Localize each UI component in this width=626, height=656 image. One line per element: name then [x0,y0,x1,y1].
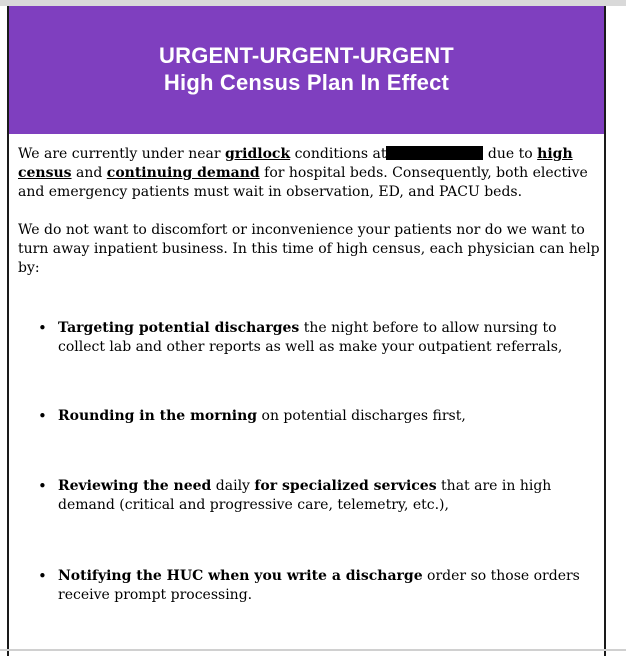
text-run: due to [483,146,538,162]
request-paragraph: We do not want to discomfort or inconvenience your patients nor do we want to turn away inpatient business. In this time of high census, each physician can help by: [18,222,600,276]
bullet-dot-icon: • [38,319,47,337]
header-banner [9,6,604,134]
document-page [7,6,606,656]
list-item [58,567,600,605]
right-gutter [608,6,626,656]
redaction-bar [386,146,483,160]
text-run: conditions at [290,146,387,162]
banner-title-line2: High Census Plan In Effect [163,70,450,95]
banner-title-line1: URGENT-URGENT-URGENT [159,43,454,68]
list-item [58,319,600,357]
list-item [58,477,600,515]
high-census-emphasis: high census [18,146,573,181]
bottom-edge-line [0,649,626,651]
item-bold: Targeting potential discharges [58,320,300,336]
item-text: daily [211,478,255,494]
gridlock-emphasis: gridlock [224,146,291,162]
bullet-dot-icon: • [38,407,47,425]
item-text: the night before to allow nursing to collect lab and other reports as well as make your outpatient referrals, [58,320,563,355]
text-run: We are currently under near [18,146,225,162]
item-bold: for specialized services [254,478,437,494]
item-bold: Reviewing the need [58,478,212,494]
intro-paragraph [18,145,600,202]
text-run: for hospital beds. Consequently, both elective and emergency patients must wait in observation, ED, and PACU beds. [18,165,588,200]
item-bold: Notifying the HUC when you write a discharge [58,568,423,584]
bullet-dot-icon: • [38,567,47,585]
continuing-demand-emphasis: continuing demand [106,165,260,181]
bullet-dot-icon: • [38,477,47,495]
item-bold: Rounding in the morning [58,408,258,424]
item-text: on potential discharges first, [257,408,466,424]
item-text: order so those orders receive prompt processing. [58,568,580,603]
list-item [58,407,600,426]
item-text: that are in high demand (critical and progressive care, telemetry, etc.), [58,478,552,513]
text-run: and [71,165,107,181]
